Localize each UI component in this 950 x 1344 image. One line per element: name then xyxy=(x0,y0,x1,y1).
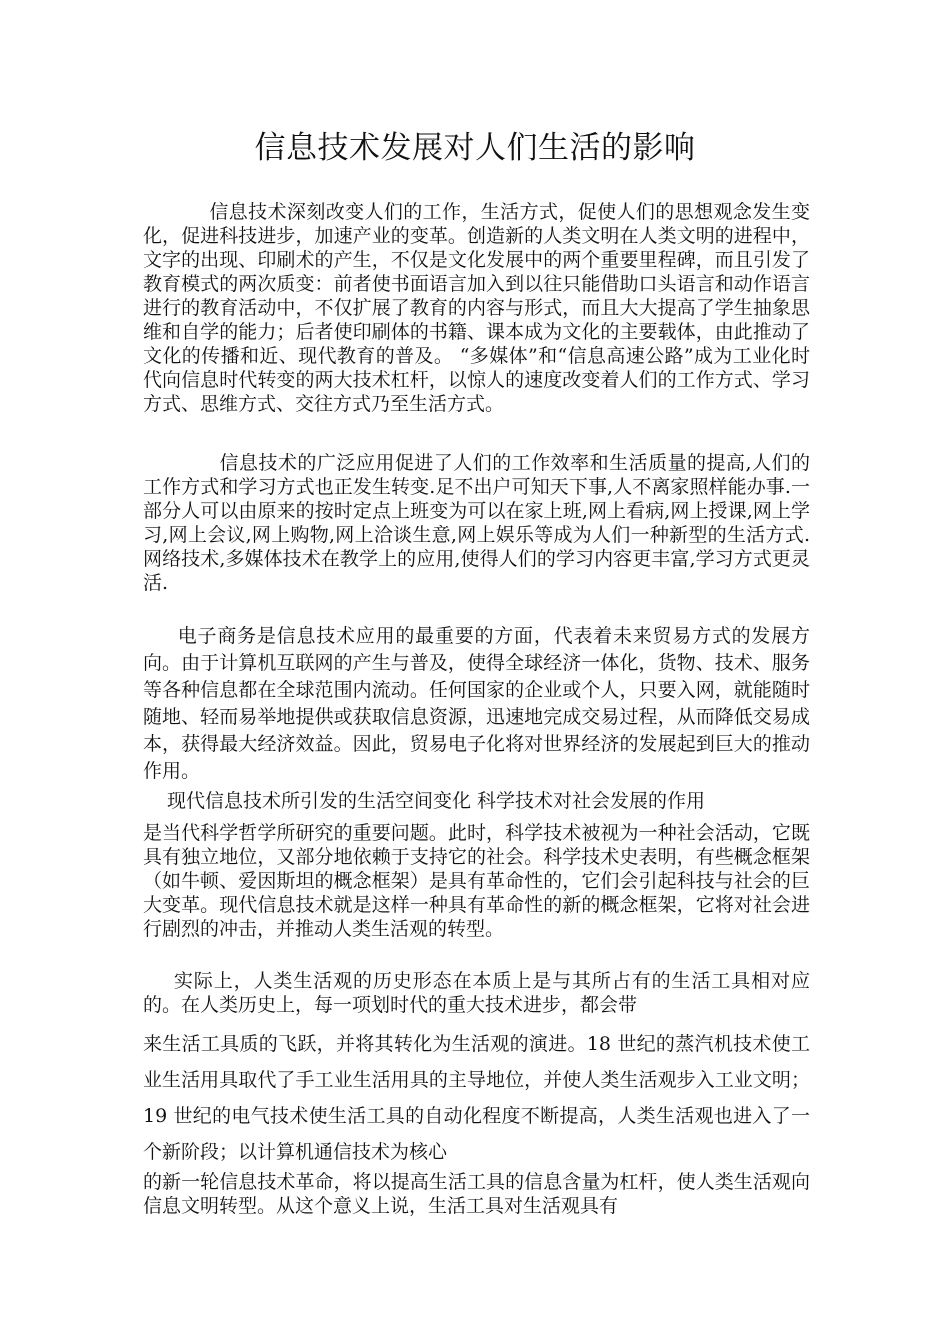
paragraph-life-tools-part-3: 的新一轮信息技术革命，将以提高生活工具的信息含量为杠杆，使人类生活观向信息文明转型。从这个意义上说，生活工具对生活观具有 xyxy=(143,1171,810,1217)
paragraph-section-heading-line: 现代信息技术所引发的生活空间变化 科学技术对社会发展的作用 xyxy=(167,790,706,812)
paragraph-science-philosophy: 是当代科学哲学所研究的重要问题。此时，科学技术被视为一种社会活动，它既具有独立地位，又部分地依赖于支持它的社会。科学技术史表明，有些概念框架（如牛顿、爱因斯坦的概念框架）是具有革命性的，它们会引起科技与社会的巨大变革。现代信息技术就是这样一种具有革命性的新的概念框架，它将对社会进行剧烈的冲击，并推动人类生活观的转型。 xyxy=(143,822,810,940)
paragraph-info-tech-change: 信息技术深刻改变人们的工作，生活方式，促使人们的思想观念发生变化，促进科技进步，加速产业的变革。创造新的人类文明在人类文明的进程中，文字的出现、印刷术的产生，不仅是文化发展中的两个重要里程碑，而且引发了教育模式的两次质变：前者使书面语言加入到以往只能借助口头语言和动作语言进行的教育活动中，不仅扩展了教育的内容与形式，而且大大提高了学生抽象思维和自学的能力；后者使印刷体的书籍、课本成为文化的主要载体，由此推动了文化的传播和近、现代教育的普及。 “多媒体”和“信息高速公路”成为工业化时代向信息时代转变的两大技术杠杆，以惊人的速度改变着人们的工作方式、学习方式、思维方式、交往方式乃至生活方式。 xyxy=(143,201,810,415)
paragraph-e-commerce: 电子商务是信息技术应用的最重要的方面，代表着未来贸易方式的发展方向。由于计算机互联网的产生与普及，使得全球经济一体化，货物、技术、服务等各种信息都在全球范围内流动。任何国家的企业或个人，只要入网，就能随时随地、轻而易举地提供或获取信息资源，迅速地完成交易过程，从而降低交易成本，获得最大经济效益。因此，贸易电子化将对世界经济的发展起到巨大的推动作用。 xyxy=(143,625,810,782)
paragraph-life-tools-part-1: 实际上，人类生活观的历史形态在本质上是与其所占有的生活工具相对应的。在人类历史上，每一项划时代的重大技术进步，都会带 xyxy=(143,970,810,1016)
document-title: 信息技术发展对人们生活的影响 xyxy=(254,130,696,166)
paragraph-life-tools-part-2: 来生活工具质的飞跃，并将其转化为生活观的演进。18 世纪的蒸汽机技术使工业生活用具取代了手工业生活用具的主导地位，并使人类生活观步入工业文明；19 世纪的电气技术使生活工具的自动化程度不断提高，人类生活观也进入了一个新阶段；以计算机通信技术为核心 xyxy=(143,1033,810,1163)
paragraph-work-efficiency: 信息技术的广泛应用促进了人们的工作效率和生活质量的提高,人们的工作方式和学习方式也正发生转变.足不出户可知天下事,人不离家照样能办事.一部分人可以由原来的按时定点上班变为可以在家上班,网上看病,网上授课,网上学习,网上会议,网上购物,网上洽谈生意,网上娱乐等成为人们一种新型的生活方式.网络技术,多媒体技术在教学上的应用,使得人们的学习内容更丰富,学习方式更灵活. xyxy=(143,452,810,594)
paragraph-life-tools xyxy=(143,969,810,1218)
